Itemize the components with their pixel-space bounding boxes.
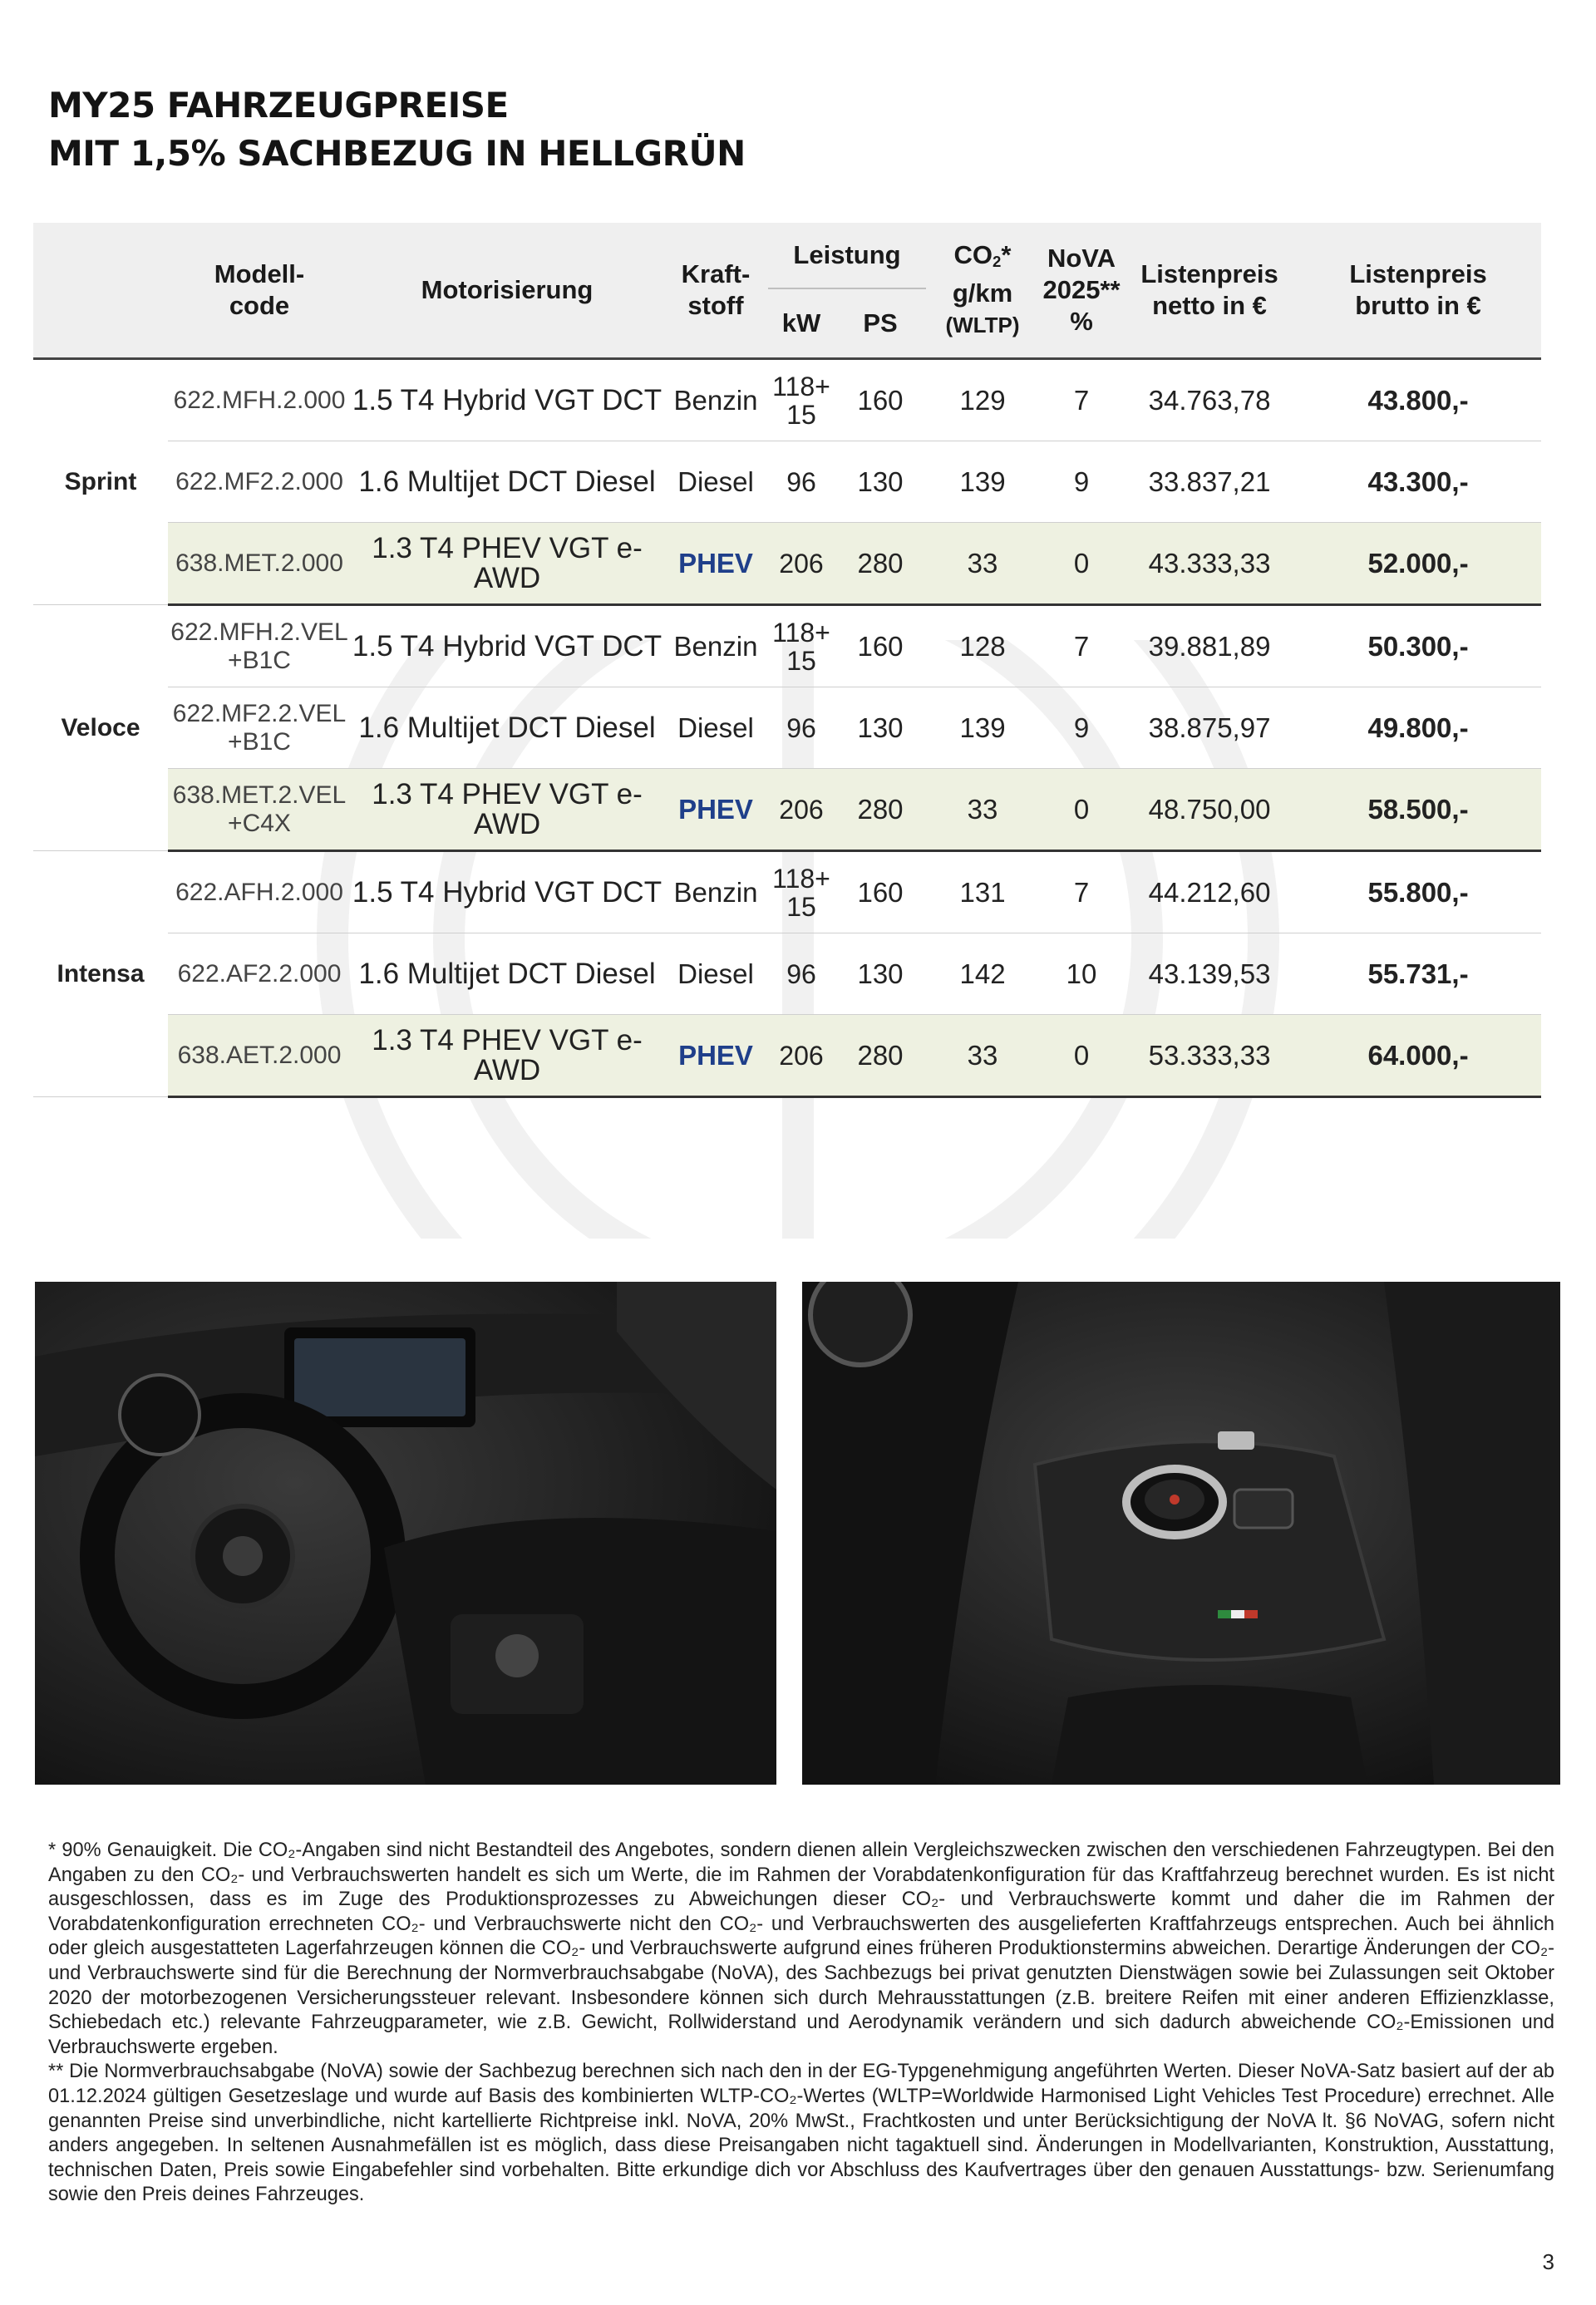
title-line-1: MY25 FAHRZEUGPREISE [48, 85, 509, 126]
co2-value: 33 [926, 1015, 1039, 1097]
header-motorisierung: Motorisierung [351, 223, 663, 359]
table-row [33, 933, 1541, 1015]
engine: 1.5 T4 Hybrid VGT DCT [351, 605, 663, 687]
header-modellcode: Modell- code [168, 223, 351, 359]
table-row [33, 687, 1541, 769]
price-brutto: 43.300,- [1295, 441, 1541, 523]
nova-value: 0 [1039, 769, 1124, 851]
price-brutto: 50.300,- [1295, 605, 1541, 687]
power-kw: 118+ 15 [768, 359, 835, 441]
model-code: 638.MET.2.000 [168, 523, 351, 605]
power-kw: 96 [768, 933, 835, 1015]
table-row [33, 523, 1541, 605]
price-table [33, 223, 1541, 1098]
nova-value: 9 [1039, 441, 1124, 523]
model-code: 622.MF2.2.000 [168, 441, 351, 523]
fuel-type: Benzin [663, 851, 768, 933]
price-brutto: 49.800,- [1295, 687, 1541, 769]
power-kw: 118+ 15 [768, 605, 835, 687]
engine: 1.3 T4 PHEV VGT e-AWD [351, 769, 663, 851]
nova-value: 0 [1039, 523, 1124, 605]
model-code: 622.MFH.2.VEL +B1C [168, 605, 351, 687]
price-netto: 53.333,33 [1124, 1015, 1295, 1097]
header-kraftstoff: Kraft- stoff [663, 223, 768, 359]
page-number: 3 [1542, 2249, 1554, 2274]
power-ps: 280 [835, 1015, 926, 1097]
power-kw: 206 [768, 523, 835, 605]
engine: 1.3 T4 PHEV VGT e-AWD [351, 523, 663, 605]
power-ps: 160 [835, 851, 926, 933]
table-header [33, 223, 1541, 359]
table-row [33, 769, 1541, 851]
price-netto: 33.837,21 [1124, 441, 1295, 523]
header-co2: $CO_2*$ g/km (WLTP) [926, 223, 1039, 359]
fuel-type: Benzin [663, 605, 768, 687]
nova-value: 9 [1039, 687, 1124, 769]
footnotes [48, 1839, 1554, 2208]
power-kw: 96 [768, 441, 835, 523]
co2-value: 33 [926, 523, 1039, 605]
model-code: 622.MFH.2.000 [168, 359, 351, 441]
trim-label: Sprint [33, 359, 168, 605]
title-line-2: MIT 1,5% SACHBEZUG IN HELLGRÜN [48, 133, 746, 174]
power-ps: 130 [835, 441, 926, 523]
fuel-type: PHEV [663, 1015, 768, 1097]
fuel-type: Diesel [663, 933, 768, 1015]
gear-selector-photo [802, 1282, 1560, 1785]
price-brutto: 55.800,- [1295, 851, 1541, 933]
table-row [33, 359, 1541, 441]
nova-value: 10 [1039, 933, 1124, 1015]
nova-value: 0 [1039, 1015, 1124, 1097]
footnote-1: * 90% Genauigkeit. Die CO₂-Angaben sind nicht Bestandteil des Angebotes, sondern dienen allein Vergleichszwecken zwischen den verschiedenen Fahrzeugtypen. Bei den Angaben zu den CO₂- und Verbrauchswerten handelt es sich um Werte, die im Rahmen der Vorabdatenkonfiguration für das Kraftfahrzeug berechnet wurden. Es ist nicht ausgeschlossen, dass es im Zuge des Produktionsprozesses zu Abweichungen dieser CO₂- und Verbrauchswerte kommt und daher die im Rahmen der Vorabdatenkonfiguration errechneten CO₂- und Verbrauchswerte nicht den CO₂- und Verbrauchswerten des ausgelieferten Kraftfahrzeugs entsprechen. Auch bei ähnlich oder gleich ausgestatteten Lagerfahrzeugen können die CO₂- und Verbrauchswerte aufgrund eines früheren Produktionstermins abweichen. Derartige Änderungen der CO₂- und Verbrauchswerte sind für die Berechnung der Normverbrauchsabgabe (NoVA), des Sachbezugs bei privat genutzten Dienstwägen sowie bei Zulassungen seit Oktober 2020 der motorbezogenen Versicherungssteuer relevant. Insbesondere können sich durch Mehrausstattungen (z.B. breitere Reifen mit einer anderen Effizienzklasse, Schiebedach etc.) relevante Fahrzeugparameter, wie z.B. Gewicht, Rollwiderstand und Aerodynamik verändern und sich dadurch abweichende CO₂-Emissionen und Verbrauchswerte ergeben. [48, 1840, 1554, 2058]
fuel-type: PHEV [663, 523, 768, 605]
price-netto: 43.139,53 [1124, 933, 1295, 1015]
engine: 1.5 T4 Hybrid VGT DCT [351, 359, 663, 441]
header-netto: Listenpreis netto in € [1124, 223, 1295, 359]
price-brutto: 43.800,- [1295, 359, 1541, 441]
price-netto: 39.881,89 [1124, 605, 1295, 687]
table-body [33, 359, 1541, 1097]
price-netto: 48.750,00 [1124, 769, 1295, 851]
power-ps: 130 [835, 687, 926, 769]
engine: 1.6 Multijet DCT Diesel [351, 687, 663, 769]
price-brutto: 58.500,- [1295, 769, 1541, 851]
footnote-2: ** Die Normverbrauchsabgabe (NoVA) sowie der Sachbezug berechnen sich nach den in der EG-Typgenehmigung angeführten Werten. Dieser NoVA-Satz basiert auf der ab 01.12.2024 gültigen Gesetzeslage und wurde auf Basis des kombinierten WLTP-CO₂-Wertes (WLTP=Worldwide Harmonised Light Vehicles Test Procedure) errechnet. Alle genannten Preise sind unverbindliche, nicht kartellierte Richtpreise inkl. NoVA, 20% MwSt., Frachtkosten und unter Berücksichtigung der NoVA lt. §6 NoVAG, sofern nicht anders angegeben. In seltenen Ausnahmefällen ist es möglich, dass diese Preisangaben nicht tagaktuell sind. Änderungen in Modellvarianten, Konstruktion, Ausstattung, technischen Daten, Preis sowie Eingabefehler sind vorbehalten. Bitte erkundige dich vor Abschluss des Kaufvertrages über den genauen Ausstattungs- bzw. Serienumfang sowie den Preis deines Fahrzeuges. [48, 2061, 1554, 2206]
co2-value: 33 [926, 769, 1039, 851]
engine: 1.6 Multijet DCT Diesel [351, 933, 663, 1015]
model-code: 622.AFH.2.000 [168, 851, 351, 933]
fuel-type: Diesel [663, 441, 768, 523]
co2-value: 142 [926, 933, 1039, 1015]
header-trim [33, 223, 168, 359]
power-kw: 206 [768, 769, 835, 851]
fuel-type: Benzin [663, 359, 768, 441]
table-row [33, 441, 1541, 523]
power-kw: 118+ 15 [768, 851, 835, 933]
engine: 1.6 Multijet DCT Diesel [351, 441, 663, 523]
model-code: 622.AF2.2.000 [168, 933, 351, 1015]
fuel-type: Diesel [663, 687, 768, 769]
price-netto: 43.333,33 [1124, 523, 1295, 605]
price-brutto: 64.000,- [1295, 1015, 1541, 1097]
header-kw: kW [768, 288, 835, 359]
table-row [33, 605, 1541, 687]
page-title [48, 81, 746, 178]
nova-value: 7 [1039, 851, 1124, 933]
power-ps: 280 [835, 523, 926, 605]
power-ps: 160 [835, 359, 926, 441]
model-code: 638.MET.2.VEL +C4X [168, 769, 351, 851]
nova-value: 7 [1039, 605, 1124, 687]
nova-value: 7 [1039, 359, 1124, 441]
header-nova: NoVA 2025** % [1039, 223, 1124, 359]
table-row [33, 1015, 1541, 1097]
price-brutto: 55.731,- [1295, 933, 1541, 1015]
model-code: 622.MF2.2.VEL +B1C [168, 687, 351, 769]
table-row [33, 851, 1541, 933]
power-kw: 206 [768, 1015, 835, 1097]
header-ps: PS [835, 288, 926, 359]
co2-value: 128 [926, 605, 1039, 687]
power-ps: 130 [835, 933, 926, 1015]
price-netto: 44.212,60 [1124, 851, 1295, 933]
price-netto: 38.875,97 [1124, 687, 1295, 769]
power-kw: 96 [768, 687, 835, 769]
engine: 1.3 T4 PHEV VGT e-AWD [351, 1015, 663, 1097]
co2-value: 131 [926, 851, 1039, 933]
model-code: 638.AET.2.000 [168, 1015, 351, 1097]
price-brutto: 52.000,- [1295, 523, 1541, 605]
cockpit-photo [35, 1282, 776, 1785]
fuel-type: PHEV [663, 769, 768, 851]
engine: 1.5 T4 Hybrid VGT DCT [351, 851, 663, 933]
co2-value: 129 [926, 359, 1039, 441]
co2-value: 139 [926, 687, 1039, 769]
header-leistung: Leistung [768, 223, 926, 288]
price-netto: 34.763,78 [1124, 359, 1295, 441]
power-ps: 280 [835, 769, 926, 851]
trim-label: Veloce [33, 605, 168, 851]
trim-label: Intensa [33, 851, 168, 1097]
header-brutto: Listenpreis brutto in € [1295, 223, 1541, 359]
power-ps: 160 [835, 605, 926, 687]
co2-value: 139 [926, 441, 1039, 523]
